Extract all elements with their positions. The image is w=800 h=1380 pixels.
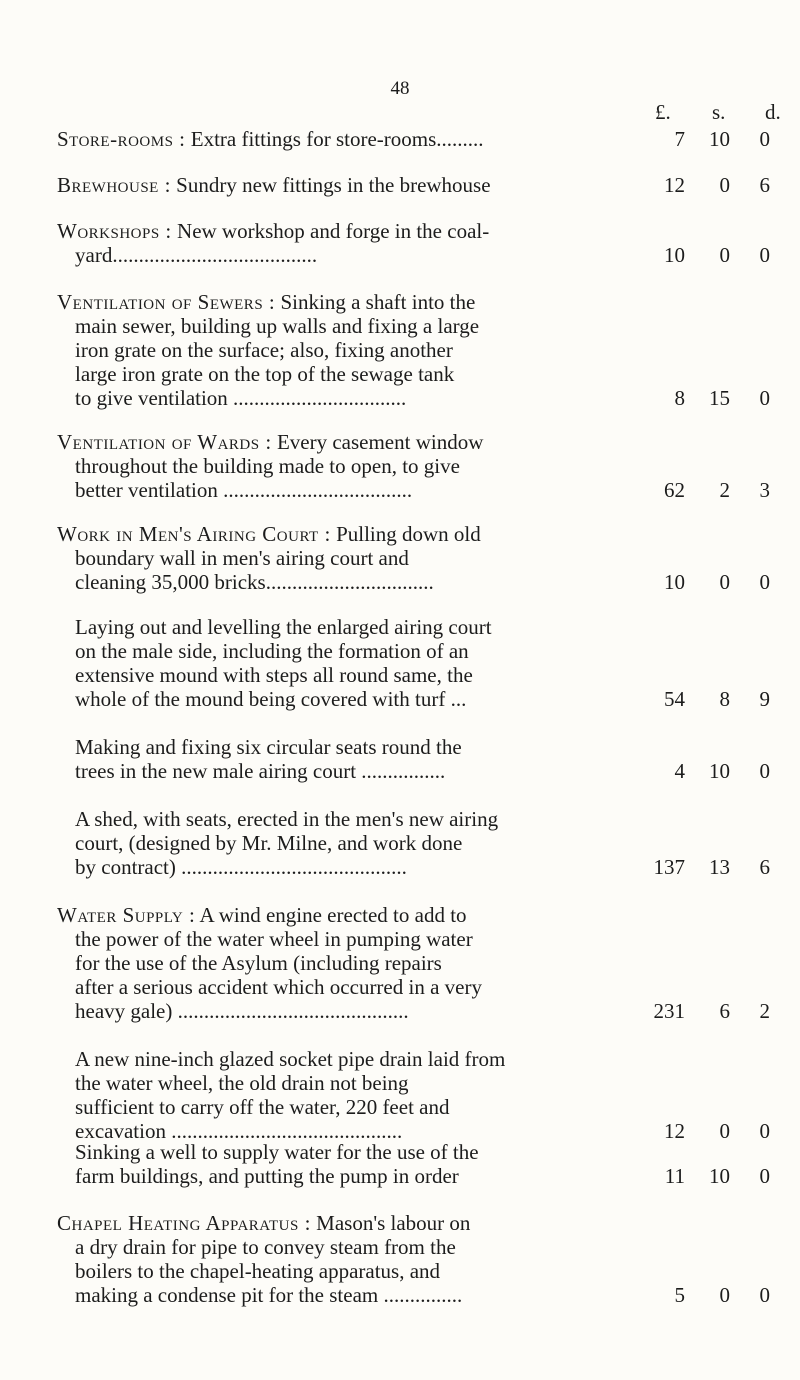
entry-text bbox=[75, 735, 585, 783]
entry-line-text: Every casement window bbox=[276, 430, 484, 454]
shillings-value: 0 bbox=[719, 173, 730, 197]
pounds-value: 231 bbox=[653, 999, 685, 1023]
pence-value: 0 bbox=[759, 1119, 770, 1143]
entry-amount bbox=[640, 243, 790, 267]
entry-line bbox=[57, 1211, 585, 1235]
entry-amount bbox=[640, 478, 790, 502]
entry-heading: Workshops : bbox=[57, 219, 172, 243]
pounds-value: 7 bbox=[674, 127, 685, 151]
pence-value: 0 bbox=[759, 1164, 770, 1188]
entry-line bbox=[57, 1235, 585, 1259]
entry-text bbox=[75, 1140, 585, 1188]
entry-line-text: sufficient to carry off the water, 220 feet and bbox=[75, 1095, 450, 1119]
entry-line-text: court, (designed by Mr. Milne, and work done bbox=[75, 831, 463, 855]
entry-line-text: cleaning 35,000 bricks................................ bbox=[75, 570, 434, 594]
entry-line bbox=[75, 615, 585, 639]
shillings-value: 0 bbox=[719, 1283, 730, 1307]
page-number: 48 bbox=[390, 78, 410, 99]
entry-amount bbox=[640, 127, 790, 151]
entry-line-text: yard....................................... bbox=[75, 243, 318, 267]
entry-line-text: New workshop and forge in the coal- bbox=[177, 219, 490, 243]
entry-line bbox=[75, 663, 585, 687]
entry-line bbox=[57, 314, 585, 338]
pence-value: 0 bbox=[759, 570, 770, 594]
pence-value: 6 bbox=[759, 855, 770, 879]
entry-line bbox=[57, 951, 585, 975]
entry-line-text: boundary wall in men's airing court and bbox=[75, 546, 409, 570]
entry-amount bbox=[640, 687, 790, 711]
entry-line-text: excavation ............................................ bbox=[75, 1119, 403, 1143]
entry-line bbox=[75, 855, 585, 879]
entry-text bbox=[75, 807, 585, 879]
pounds-value: 10 bbox=[664, 243, 685, 267]
entry-line bbox=[57, 430, 585, 454]
entry-line-text: main sewer, building up walls and fixing a large bbox=[75, 314, 480, 338]
entry-line-text: Sinking a well to supply water for the use of the bbox=[75, 1140, 479, 1164]
entry-line-text: A wind engine erected to add to bbox=[199, 903, 467, 927]
shillings-value: 0 bbox=[719, 243, 730, 267]
entry-line bbox=[75, 1164, 585, 1188]
entry-line bbox=[75, 1071, 585, 1095]
pence-value: 2 bbox=[759, 999, 770, 1023]
pounds-value: 8 bbox=[674, 386, 685, 410]
entry-line bbox=[57, 478, 585, 502]
entry-line bbox=[57, 975, 585, 999]
entry-amount bbox=[640, 855, 790, 879]
entry-line bbox=[75, 1047, 585, 1071]
pence-value: 6 bbox=[759, 173, 770, 197]
entry-text bbox=[57, 219, 585, 267]
entry-line bbox=[57, 903, 585, 927]
entry-line bbox=[57, 219, 585, 243]
shillings-value: 6 bbox=[719, 999, 730, 1023]
shillings-value: 0 bbox=[719, 570, 730, 594]
shillings-value: 13 bbox=[709, 855, 730, 879]
entry-line bbox=[57, 338, 585, 362]
entry-line-text: extensive mound with steps all round same, the bbox=[75, 663, 473, 687]
entry-heading: Brewhouse : bbox=[57, 173, 171, 197]
pence-value: 0 bbox=[759, 1283, 770, 1307]
entry-line bbox=[57, 522, 585, 546]
entry-line bbox=[57, 927, 585, 951]
entry-line-text: Pulling down old bbox=[336, 522, 481, 546]
entry-line bbox=[57, 999, 585, 1023]
entry-amount bbox=[640, 1119, 790, 1143]
pounds-value: 4 bbox=[674, 759, 685, 783]
entry-line bbox=[57, 546, 585, 570]
entry-amount bbox=[640, 173, 790, 197]
pence-value: 0 bbox=[759, 386, 770, 410]
shillings-value: 10 bbox=[709, 127, 730, 151]
entry-line-text: trees in the new male airing court ................ bbox=[75, 759, 446, 783]
entry-line bbox=[57, 127, 585, 151]
entry-line-text: whole of the mound being covered with turf ... bbox=[75, 687, 467, 711]
entry-line bbox=[57, 386, 585, 410]
entry-line bbox=[57, 290, 585, 314]
entry-line-text: the water wheel, the old drain not being bbox=[75, 1071, 409, 1095]
entry-line-text: Mason's labour on bbox=[316, 1211, 471, 1235]
entry-line-text: throughout the building made to open, to give bbox=[75, 454, 460, 478]
entry-line-text: A new nine-inch glazed socket pipe drain laid from bbox=[75, 1047, 506, 1071]
pounds-value: 5 bbox=[674, 1283, 685, 1307]
entry-amount bbox=[640, 1283, 790, 1307]
pence-header: d. bbox=[765, 100, 781, 124]
shillings-value: 0 bbox=[719, 1119, 730, 1143]
shillings-value: 8 bbox=[719, 687, 730, 711]
entry-amount bbox=[640, 570, 790, 594]
entry-line-text: on the male side, including the formation of an bbox=[75, 639, 469, 663]
shillings-value: 10 bbox=[709, 1164, 730, 1188]
entry-line-text: to give ventilation ................................. bbox=[75, 386, 407, 410]
pence-value: 0 bbox=[759, 759, 770, 783]
shillings-value: 15 bbox=[709, 386, 730, 410]
pounds-value: 62 bbox=[664, 478, 685, 502]
entry-text bbox=[75, 1047, 585, 1143]
pence-value: 0 bbox=[759, 127, 770, 151]
entry-line bbox=[75, 735, 585, 759]
entry-amount bbox=[640, 999, 790, 1023]
entry-text bbox=[57, 522, 585, 594]
entry-line bbox=[57, 570, 585, 594]
entry-line bbox=[75, 687, 585, 711]
entry-line bbox=[57, 173, 585, 197]
entry-line-text: better ventilation .................................... bbox=[75, 478, 413, 502]
entry-text bbox=[57, 173, 585, 197]
pounds-value: 137 bbox=[653, 855, 685, 879]
entry-text bbox=[57, 127, 585, 151]
entry-heading: Chapel Heating Apparatus : bbox=[57, 1211, 311, 1235]
entry-heading: Water Supply : bbox=[57, 903, 196, 927]
entry-line bbox=[57, 243, 585, 267]
entry-line bbox=[75, 639, 585, 663]
entry-line bbox=[75, 831, 585, 855]
pounds-header: £. bbox=[655, 100, 671, 124]
shillings-header: s. bbox=[712, 100, 726, 124]
entry-heading: Store-rooms : bbox=[57, 127, 186, 151]
entry-line bbox=[75, 1095, 585, 1119]
pence-value: 9 bbox=[759, 687, 770, 711]
pounds-value: 10 bbox=[664, 570, 685, 594]
entry-line-text: making a condense pit for the steam ............... bbox=[75, 1283, 463, 1307]
entry-line bbox=[57, 454, 585, 478]
entry-line bbox=[57, 1259, 585, 1283]
entry-line bbox=[75, 759, 585, 783]
entry-line-text: Making and fixing six circular seats round the bbox=[75, 735, 462, 759]
entry-text bbox=[57, 903, 585, 1023]
entry-amount bbox=[640, 386, 790, 410]
entry-line-text: large iron grate on the top of the sewage tank bbox=[75, 362, 455, 386]
entry-line bbox=[57, 362, 585, 386]
entry-line-text: a dry drain for pipe to convey steam from the bbox=[75, 1235, 456, 1259]
pence-value: 0 bbox=[759, 243, 770, 267]
entry-line-text: for the use of the Asylum (including repairs bbox=[75, 951, 442, 975]
entry-line bbox=[75, 1140, 585, 1164]
entry-heading: Ventilation of Sewers : bbox=[57, 290, 276, 314]
entry-line-text: A shed, with seats, erected in the men's new airing bbox=[75, 807, 499, 831]
entry-line-text: Sundry new fittings in the brewhouse bbox=[176, 173, 491, 197]
entry-line-text: Sinking a shaft into the bbox=[280, 290, 476, 314]
entry-line-text: heavy gale) ............................................ bbox=[75, 999, 409, 1023]
pounds-value: 12 bbox=[664, 1119, 685, 1143]
entry-line-text: farm buildings, and putting the pump in order bbox=[75, 1164, 459, 1188]
pounds-value: 54 bbox=[664, 687, 685, 711]
entry-line-text: boilers to the chapel-heating apparatus, and bbox=[75, 1259, 441, 1283]
entry-heading: Ventilation of Wards : bbox=[57, 430, 272, 454]
pounds-value: 11 bbox=[664, 1164, 685, 1188]
entry-line-text: Laying out and levelling the enlarged airing court bbox=[75, 615, 492, 639]
entry-line bbox=[75, 807, 585, 831]
entry-text bbox=[57, 290, 585, 410]
entry-line-text: Extra fittings for store-rooms......... bbox=[190, 127, 484, 151]
pence-value: 3 bbox=[759, 478, 770, 502]
entry-line-text: after a serious accident which occurred in a very bbox=[75, 975, 482, 999]
entry-text bbox=[57, 430, 585, 502]
entry-line-text: the power of the water wheel in pumping water bbox=[75, 927, 473, 951]
pounds-value: 12 bbox=[664, 173, 685, 197]
entry-text bbox=[75, 615, 585, 711]
entry-line-text: by contract) ........................................... bbox=[75, 855, 407, 879]
shillings-value: 2 bbox=[719, 478, 730, 502]
entry-amount bbox=[640, 759, 790, 783]
shillings-value: 10 bbox=[709, 759, 730, 783]
entry-line-text: iron grate on the surface; also, fixing another bbox=[75, 338, 453, 362]
entry-heading: Work in Men's Airing Court : bbox=[57, 522, 331, 546]
entry-text bbox=[57, 1211, 585, 1307]
entry-line bbox=[57, 1283, 585, 1307]
entry-amount bbox=[640, 1164, 790, 1188]
